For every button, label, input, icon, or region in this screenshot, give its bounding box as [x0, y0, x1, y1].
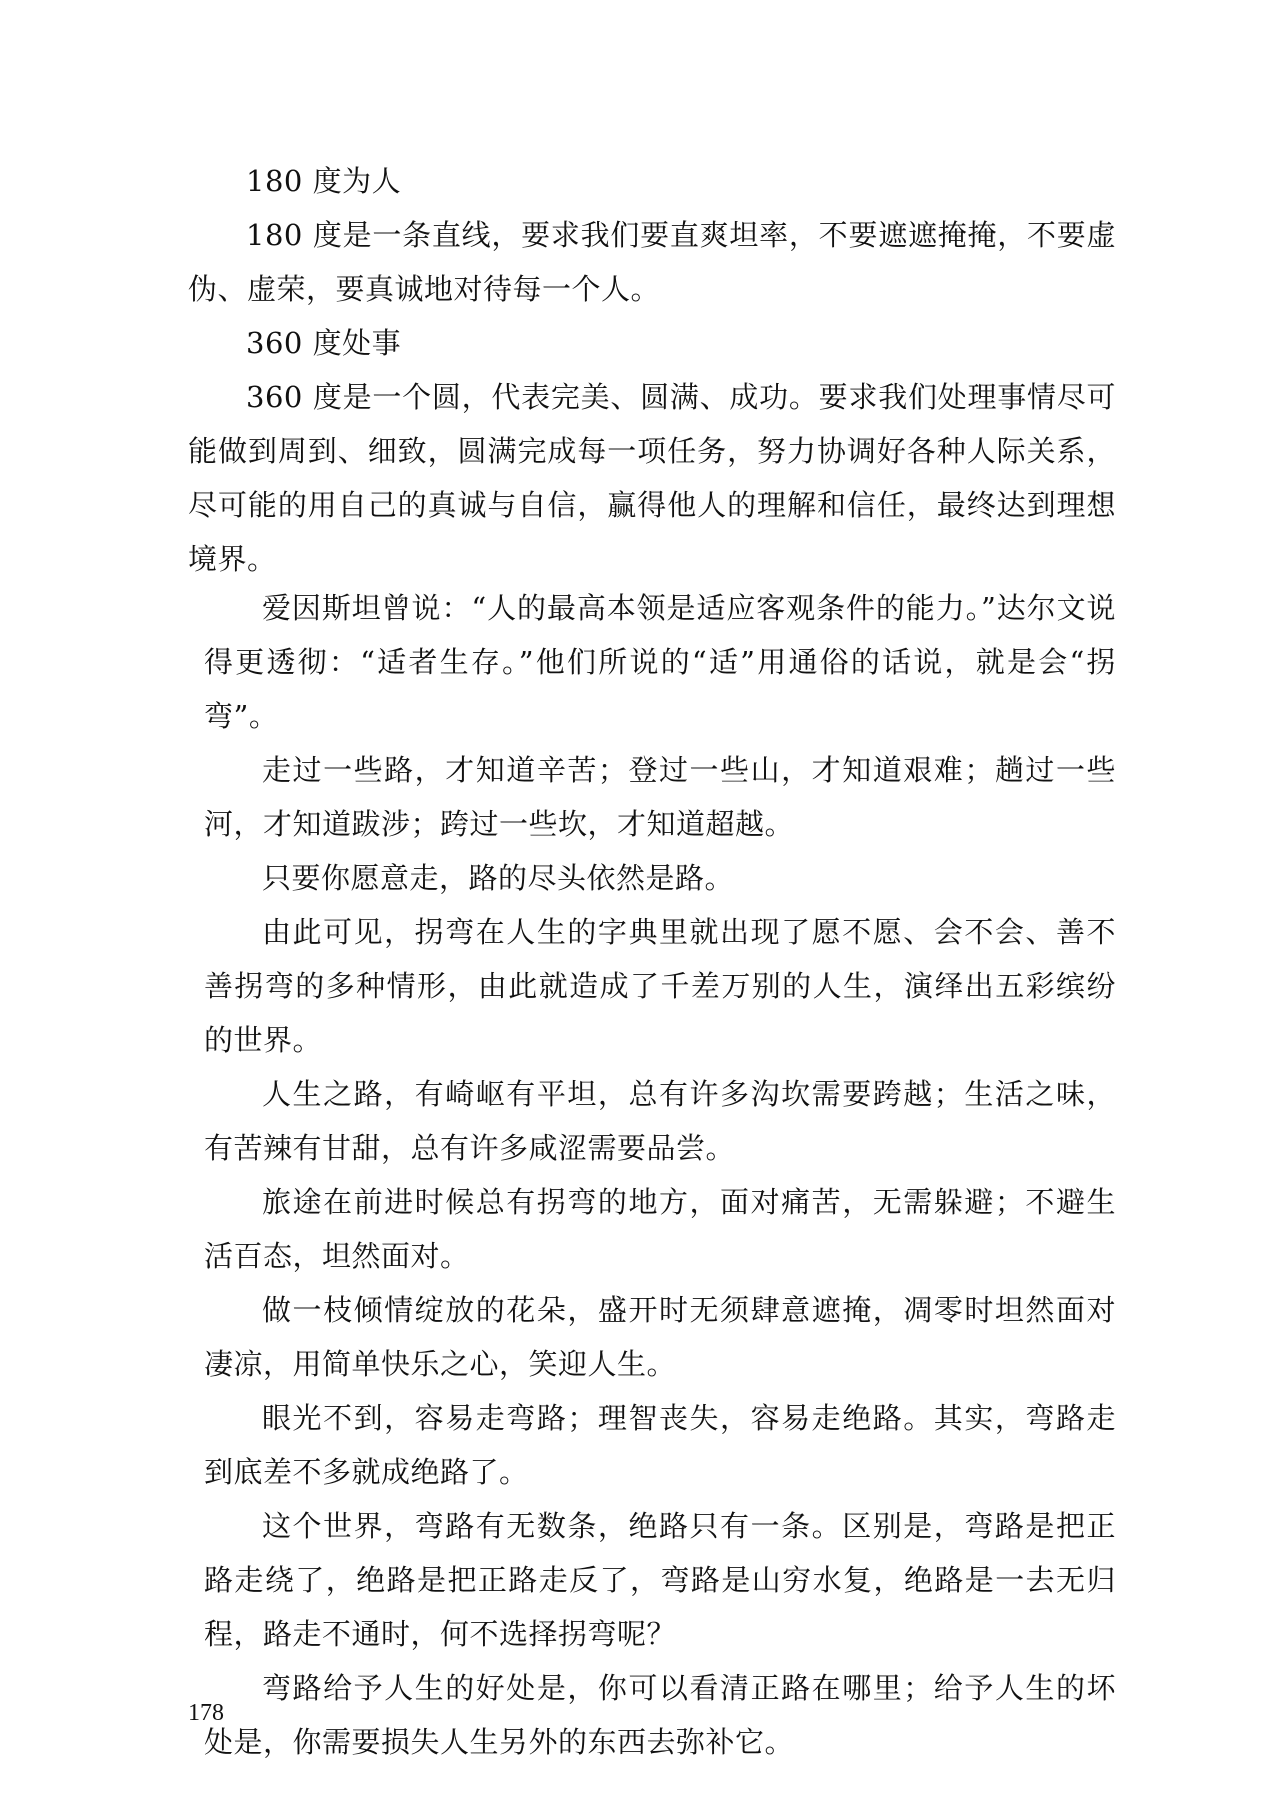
paragraph: 旅途在前进时候总有拐弯的地方，面对痛苦，无需躲避；不避生活百态，坦然面对。: [204, 1185, 1116, 1273]
paragraph: 这个世界，弯路有无数条，绝路只有一条。区别是，弯路是把正路走绕了，绝路是把正路走反了，弯路是山穷水复，绝路是一去无归程，路走不通时，何不选择拐弯呢？: [204, 1509, 1116, 1651]
text-block-turning: [204, 581, 1116, 1769]
paragraph: 由此可见，拐弯在人生的字典里就出现了愿不愿、会不会、善不善拐弯的多种情形，由此就造成了千差万别的人生，演绎出五彩缤纷的世界。: [204, 915, 1116, 1057]
paragraph: 人生之路，有崎岖有平坦，总有许多沟坎需要跨越；生活之味，有苦辣有甘甜，总有许多咸涩需要品尝。: [204, 1077, 1116, 1165]
paragraph: 走过一些路，才知道辛苦；登过一些山，才知道艰难；趟过一些河，才知道跋涉；跨过一些坎，才知道超越。: [204, 753, 1116, 841]
text-block-degrees: [188, 154, 1116, 586]
paragraph: 360 度是一个圆，代表完美、圆满、成功。要求我们处理事情尽可能做到周到、细致，圆满完成每一项任务，努力协调好各种人际关系，尽可能的用自己的真诚与自信，赢得他人的理解和信任，最终达到理想境界。: [188, 380, 1116, 576]
paragraph: 180 度是一条直线，要求我们要直爽坦率，不要遮遮掩掩，不要虚伪、虚荣，要真诚地对待每一个人。: [188, 218, 1116, 306]
paragraph: 眼光不到，容易走弯路；理智丧失，容易走绝路。其实，弯路走到底差不多就成绝路了。: [204, 1401, 1116, 1489]
page-number: 178: [188, 1700, 224, 1726]
paragraph: 爱因斯坦曾说：“人的最高本领是适应客观条件的能力。”达尔文说得更透彻：“适者生存。”他们所说的“适”用通俗的话说，就是会“拐弯”。: [204, 591, 1116, 733]
paragraph: 做一枝倾情绽放的花朵，盛开时无须肆意遮掩，凋零时坦然面对凄凉，用简单快乐之心，笑迎人生。: [204, 1293, 1116, 1381]
paragraph: 180 度为人: [246, 164, 402, 198]
paragraph: 弯路给予人生的好处是，你可以看清正路在哪里；给予人生的坏处是，你需要损失人生另外的东西去弥补它。: [204, 1671, 1116, 1759]
paragraph: 360 度处事: [246, 326, 402, 360]
paragraph: 只要你愿意走，路的尽头依然是路。: [262, 861, 735, 895]
